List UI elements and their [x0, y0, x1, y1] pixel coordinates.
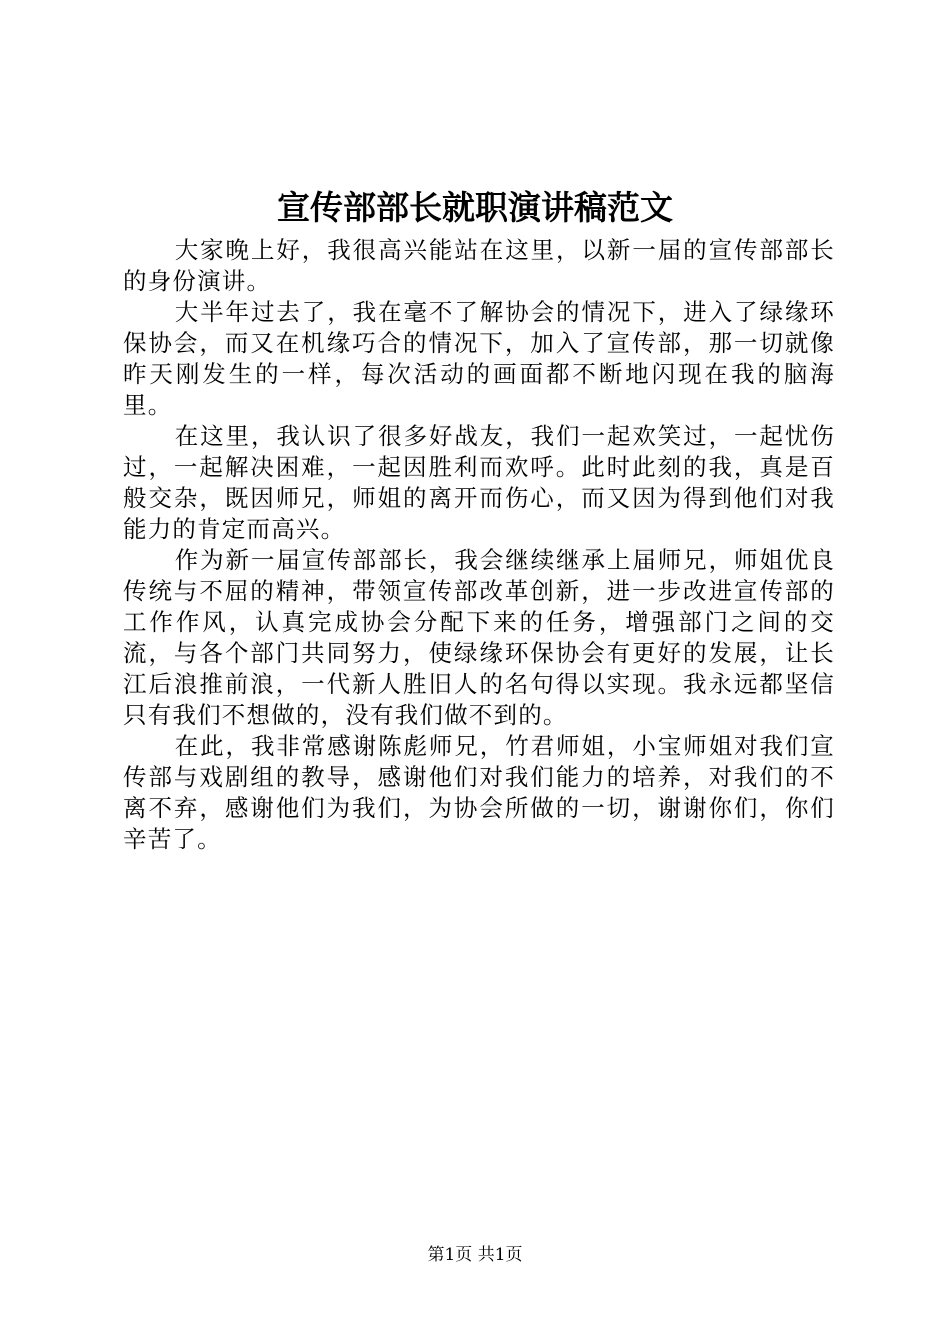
document-title: 宣传部部长就职演讲稿范文 — [277, 188, 673, 227]
paragraph-3: 在这里，我认识了很多好战友，我们一起欢笑过，一起忧伤过，一起解决困难，一起因胜利而欢呼。此时此刻的我，真是百般交杂，既因师兄，师姐的离开而伤心，而又因为得到他们对我能力的肯定而高兴。 — [123, 422, 835, 543]
paragraph-4: 作为新一届宣传部部长，我会继续继承上届师兄，师姐优良传统与不屈的精神，带领宣传部改革创新，进一步改进宣传部的工作作风，认真完成协会分配下来的任务，增强部门之间的交流，与各个部门共同努力，使绿缘环保协会有更好的发展，让长江后浪推前浪，一代新人胜旧人的名句得以实现。我永远都坚信只有我们不想做的，没有我们做不到的。 — [123, 546, 835, 729]
paragraph-1: 大家晚上好，我很高兴能站在这里，以新一届的宣传部部长的身份演讲。 — [123, 236, 835, 295]
document-body — [123, 235, 835, 855]
paragraph-5: 在此，我非常感谢陈彪师兄，竹君师姐，小宝师姐对我们宣传部与戏剧组的教导，感谢他们对我们能力的培养，对我们的不离不弃，感谢他们为我们，为协会所做的一切，谢谢你们，你们辛苦了。 — [123, 732, 835, 853]
page-footer: 第1页 共1页 — [427, 1245, 523, 1265]
paragraph-2: 大半年过去了，我在毫不了解协会的情况下，进入了绿缘环保协会，而又在机缘巧合的情况下，加入了宣传部，那一切就像昨天刚发生的一样，每次活动的画面都不断地闪现在我的脑海里。 — [123, 298, 835, 419]
